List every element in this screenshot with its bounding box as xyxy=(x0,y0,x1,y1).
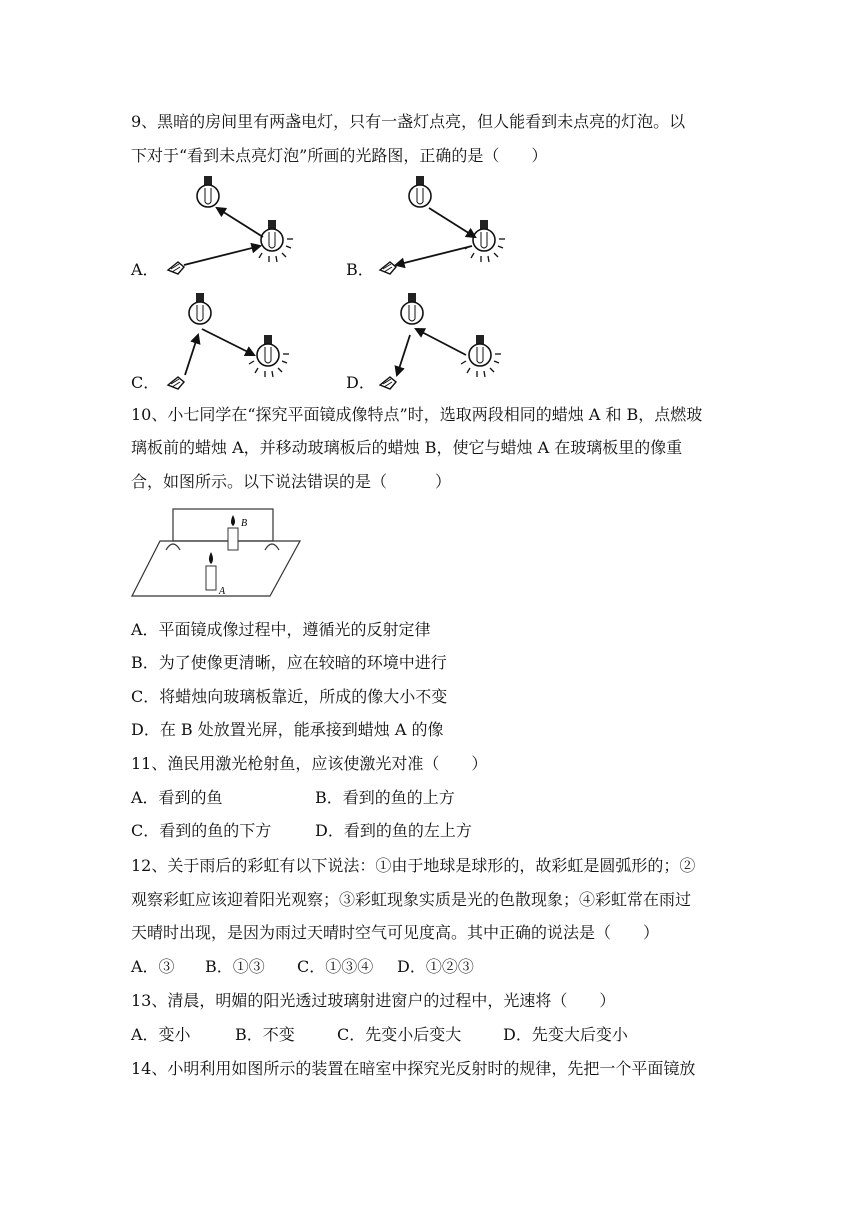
q10-option-b: B．为了使像更清晰，应在较暗的环境中进行 xyxy=(131,653,447,672)
q13-option-c: C．先变小后变大 xyxy=(337,1025,462,1044)
q13-option-d: D．先变大后变小 xyxy=(503,1025,628,1044)
q12-stem-line2: 观察彩虹应该迎着阳光观察；③彩虹现象实质是光的色散现象；④彩虹常在雨过 xyxy=(131,890,692,909)
q13-option-a: A．变小 xyxy=(131,1025,191,1044)
q14-stem-line1: 14、小明利用如图所示的装置在暗室中探究光反射时的规律，先把一个平面镜放 xyxy=(131,1059,696,1078)
q10-figure-mirror-setup xyxy=(130,506,305,598)
q9-option-c-label: C． xyxy=(131,373,160,392)
q10-label-a: A xyxy=(219,586,226,597)
q9-figure-d xyxy=(372,285,522,395)
q12-option-c: C．①③④ xyxy=(297,957,374,976)
q9-stem-line2: 下对于“看到未点亮灯泡”所画的光路图，正确的是（ ） xyxy=(131,146,548,165)
q11-option-b: B．看到的鱼的上方 xyxy=(315,788,455,807)
q10-label-b: B xyxy=(241,518,248,529)
q9-stem-line1: 9、黑暗的房间里有两盏电灯，只有一盏灯点亮，但人能看到未点亮的灯泡。以 xyxy=(131,112,686,131)
q12-option-a: A．③ xyxy=(131,957,175,976)
q10-stem-line2: 璃板前的蜡烛 A，并移动玻璃板后的蜡烛 B，使它与蜡烛 A 在玻璃板里的像重 xyxy=(131,438,683,457)
q9-figure-b xyxy=(372,170,522,280)
q12-option-d: D．①②③ xyxy=(397,957,474,976)
q9-figure-c xyxy=(160,285,310,395)
q10-option-c: C．将蜡烛向玻璃板靠近，所成的像大小不变 xyxy=(131,687,448,706)
q10-option-a: A．平面镜成像过程中，遵循光的反射定律 xyxy=(131,620,431,639)
q9-figure-a xyxy=(160,170,310,280)
q11-option-a: A．看到的鱼 xyxy=(131,788,223,807)
q12-stem-line1: 12、关于雨后的彩虹有以下说法：①由于地球是球形的，故彩虹是圆弧形的；② xyxy=(131,856,696,875)
q10-option-d: D．在 B 处放置光屏，能承接到蜡烛 A 的像 xyxy=(131,720,444,739)
q9-option-b-label: B． xyxy=(346,260,374,279)
q11-option-d: D．看到的鱼的左上方 xyxy=(315,821,472,840)
q12-stem-line3: 天晴时出现，是因为雨过天晴时空气可见度高。其中正确的说法是（ ） xyxy=(131,923,660,942)
q9-option-a-label: A． xyxy=(131,260,159,279)
q13-option-b: B．不变 xyxy=(235,1025,295,1044)
q12-option-b: B．①③ xyxy=(205,957,265,976)
q10-stem-line1: 10、小七同学在“探究平面镜成像特点”时，选取两段相同的蜡烛 A 和 B，点燃玻 xyxy=(131,405,703,424)
q11-option-c: C．看到的鱼的下方 xyxy=(131,821,272,840)
q13-stem: 13、清晨，明媚的阳光透过玻璃射进窗户的过程中，光速将（ ） xyxy=(131,991,616,1010)
q9-option-d-label: D． xyxy=(346,373,375,392)
q10-stem-line3: 合，如图所示。以下说法错误的是（ ） xyxy=(131,472,452,491)
q11-stem: 11、渔民用激光枪射鱼，应该使激光对准（ ） xyxy=(131,754,488,773)
